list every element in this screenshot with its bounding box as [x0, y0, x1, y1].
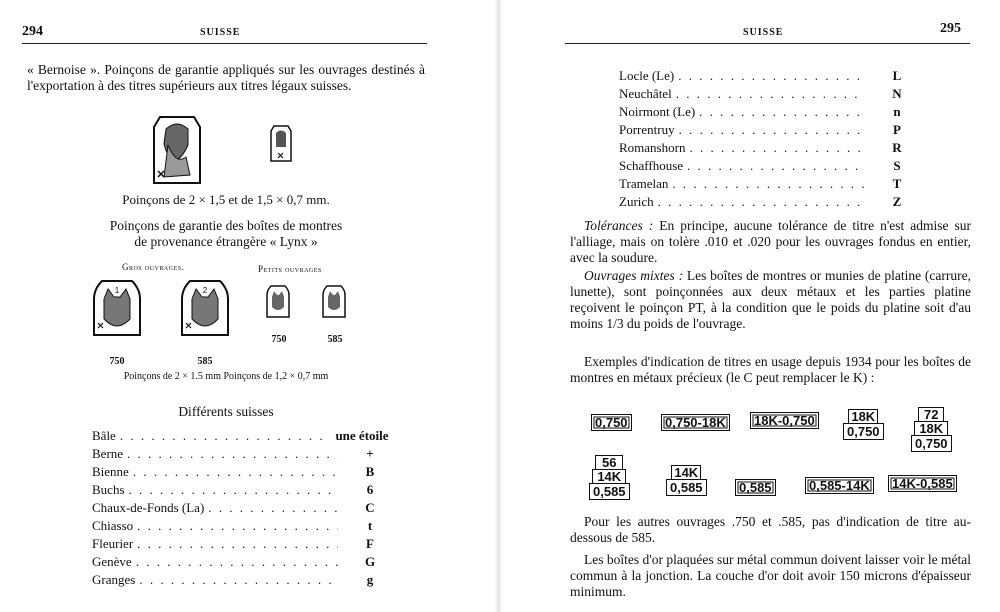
stamp-18k-0750: 18K-0,750	[750, 412, 819, 429]
svg-text:2: 2	[202, 286, 208, 295]
lynx-large-hallmark-750-icon	[92, 279, 142, 339]
list-item: Fleurier . . . F	[92, 536, 398, 554]
stamp-72-18k-0750: 72 18K 0,750	[911, 407, 952, 452]
list-item: Bienne . . . B	[92, 464, 398, 482]
tolerances-label: Tolérances :	[584, 218, 654, 233]
list-item: Romanshorn . . . R	[619, 140, 925, 158]
petits-ouvrages-label: Petits ouvrages	[258, 264, 322, 274]
gros-value-585: 585	[197, 356, 213, 367]
tolerances-text: En principe, aucune tolérance de titre n'est admise sur l'alliage, mais on tolère .010 et .020 pour les ouvrages fondus en entier, avec la soudure.	[570, 218, 971, 265]
header-rule-left	[22, 43, 427, 44]
page-number-right: 295	[940, 21, 961, 36]
list-item: Buchs . . . 6	[92, 482, 398, 500]
page-number-left: 294	[22, 24, 43, 39]
list-item: Neuchâtel . . . N	[619, 86, 925, 104]
lynx-small-hallmark-750-icon	[266, 285, 290, 319]
lynx-heading-line1: Poinçons de garantie des boîtes de montres	[109, 218, 343, 233]
list-item: Zurich . . . Z	[619, 194, 925, 212]
differents-suisses-heading: Différents suisses	[178, 404, 274, 419]
list-item: Chaux-de-Fonds (La) . . . C	[92, 500, 398, 518]
list-item: Berne . . . +	[92, 446, 398, 464]
bernoise-paragraph: « Bernoise ». Poinçons de garantie appliqués sur les ouvrages destinés à l'exportation à des titres supérieurs aux titres légaux suisses.	[27, 62, 425, 93]
mixtes-label: Ouvrages mixtes :	[584, 268, 684, 283]
lynx-large-hallmark-585-icon	[180, 279, 230, 339]
list-item: Tramelan . . . T	[619, 176, 925, 194]
svg-text:1: 1	[114, 286, 120, 295]
petits-value-750: 750	[271, 334, 287, 345]
stamp-0750-18k: 0,750-18K	[661, 414, 730, 431]
list-item: Porrentruy . . . P	[619, 122, 925, 140]
bernoise-caption: Poinçons de 2 × 1,5 et de 1,5 × 0,7 mm.	[122, 192, 330, 207]
autres-paragraph: Pour les autres ouvrages .750 et .585, pas d'indication de titre au-dessous de 585.	[570, 514, 971, 545]
left-page	[0, 0, 495, 612]
list-item: Chiasso . . . t	[92, 518, 398, 536]
exemples-paragraph: Exemples d'indication de titres en usage depuis 1934 pour les boîtes de montres en métaux précieux (le C peut remplacer le K) :	[570, 354, 971, 385]
tolerances-paragraph	[570, 218, 971, 266]
gros-ouvrages-label: Gros ouvrages.	[122, 262, 185, 272]
gros-value-750: 750	[109, 356, 125, 367]
header-rule-right	[565, 43, 970, 44]
right-page	[503, 0, 1000, 612]
list-item: Noirmont (Le) . . . n	[619, 104, 925, 122]
bernoise-small-hallmark-icon	[270, 125, 292, 163]
lynx-small-hallmark-585-icon	[322, 285, 346, 319]
plaquees-paragraph: Les boîtes d'or plaquées sur métal commun doivent laisser voir le métal commun à la jonction. La couche d'or doit avoir 150 microns d'épaisseur minimum.	[570, 552, 971, 599]
stamp-0750: 0,750	[591, 414, 632, 431]
list-item: Locle (Le) . . . L	[619, 68, 925, 86]
stamp-14k-over-0585: 14K 0,585	[666, 465, 707, 496]
lynx-heading-line2: de provenance étrangère « Lynx »	[134, 234, 318, 249]
running-head-right: SUISSE	[743, 27, 784, 38]
bernoise-large-hallmark-icon	[152, 115, 202, 187]
petits-value-585: 585	[327, 334, 343, 345]
lynx-caption: Poinçons de 2 × 1.5 mm Poinçons de 1,2 × 0,7 mm	[123, 371, 329, 382]
list-item: Bâle . . . une étoile	[92, 428, 398, 446]
mixtes-text: Les boîtes de montres or munies de platine (carrure, lunette), sont poinçonnées aux deux métaux et les parties platine reçoivent le poinçon PT, à la condition que le poids du platine soit d'au moins 1/3 du poids de l'ouvrage.	[570, 268, 971, 331]
running-head-left: SUISSE	[200, 27, 241, 38]
stamp-0585: 0,585	[735, 479, 776, 496]
stamp-0585-14k: 0,585-14K	[805, 477, 874, 494]
list-item: Genève . . . G	[92, 554, 398, 572]
mixtes-paragraph	[570, 268, 971, 332]
list-item: Granges . . . g	[92, 572, 398, 590]
stamp-56-14k-0585: 56 14K 0,585	[589, 455, 630, 500]
book-gutter	[494, 0, 502, 612]
list-item: Schaffhouse . . . S	[619, 158, 925, 176]
stamp-18k-over-0750: 18K 0,750	[843, 409, 884, 440]
stamp-14k-0585: 14K-0,585	[888, 475, 957, 492]
